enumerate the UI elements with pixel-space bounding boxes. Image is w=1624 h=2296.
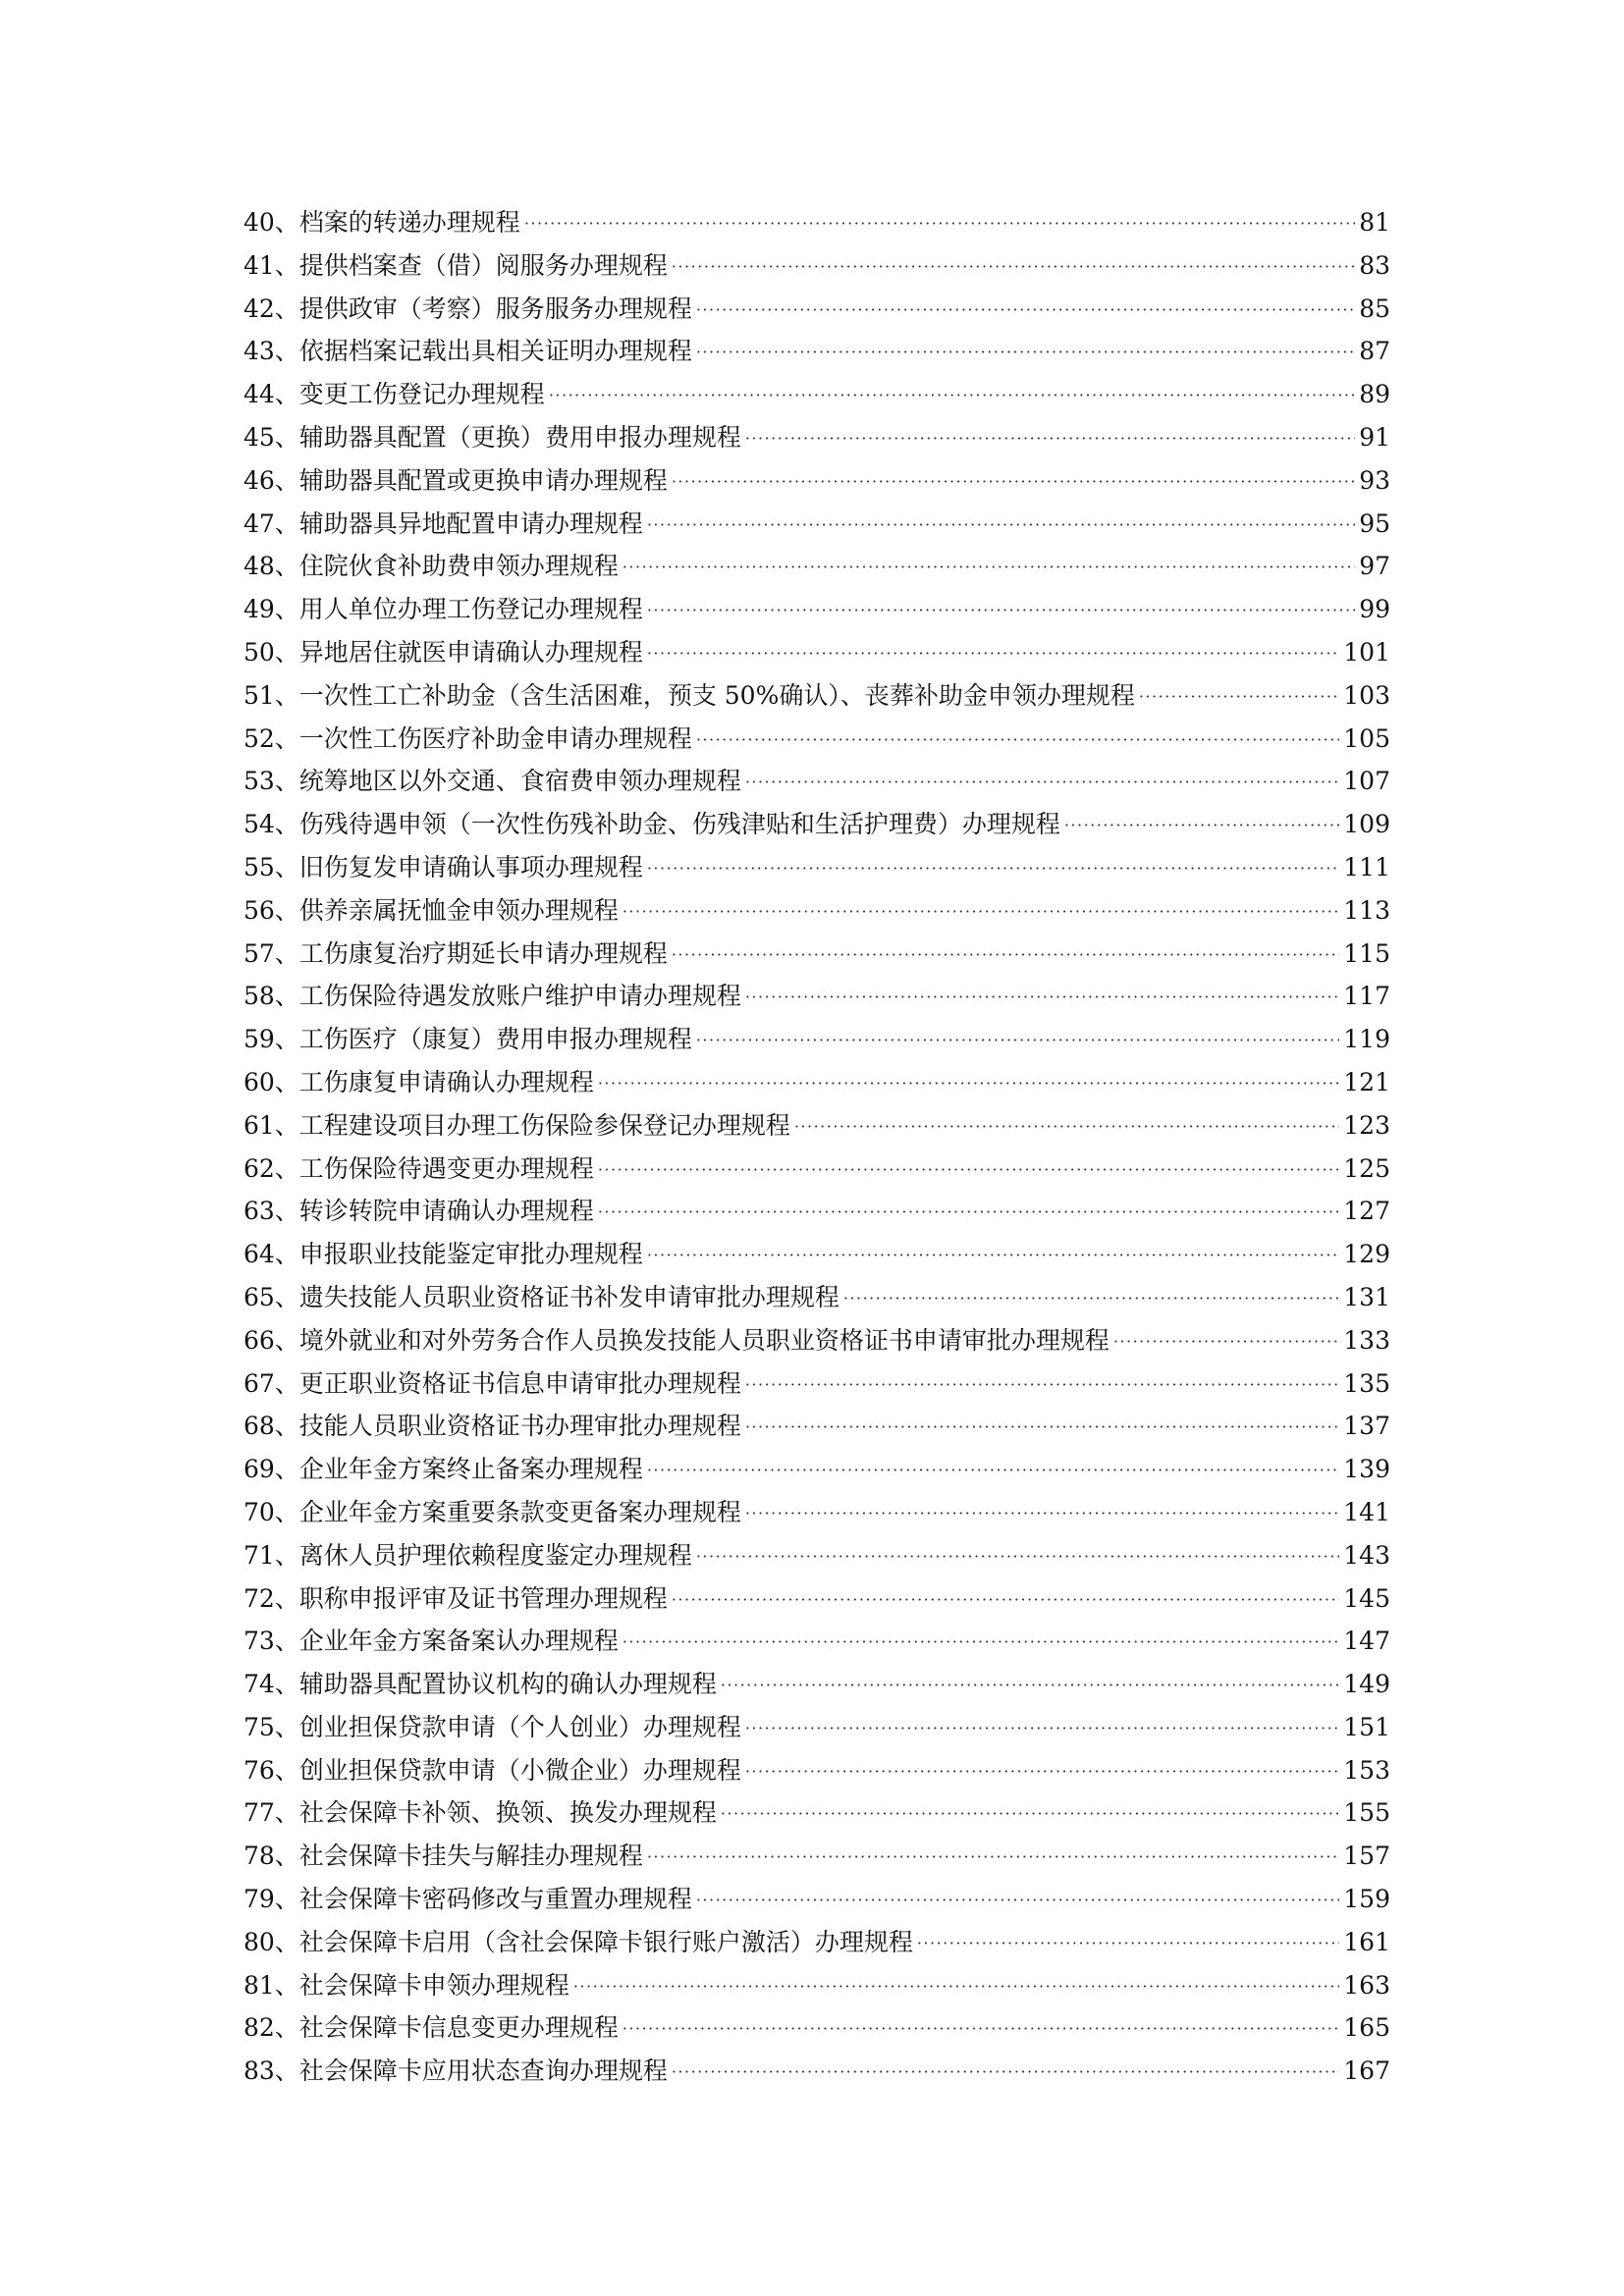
toc-entry-page-number: 153: [1343, 1755, 1390, 1785]
toc-entry-page-number: 101: [1343, 637, 1390, 667]
toc-dot-leader: [745, 761, 1339, 804]
toc-entry[interactable]: [244, 1362, 1390, 1406]
toc-entry-title: 55、旧伤复发申请确认事项办理规程: [244, 852, 643, 881]
toc-entry-page-number: 109: [1343, 810, 1390, 839]
toc-entry[interactable]: [244, 846, 1390, 889]
toc-entry-title: 63、转诊转院申请确认办理规程: [244, 1197, 594, 1226]
toc-entry[interactable]: [244, 1577, 1390, 1621]
toc-entry-page-number: 119: [1343, 1025, 1390, 1054]
toc-entry-title: 73、企业年金方案备案认办理规程: [244, 1627, 619, 1656]
toc-entry[interactable]: [244, 1534, 1390, 1577]
toc-entry[interactable]: [244, 330, 1390, 373]
toc-entry-page-number: 105: [1343, 723, 1390, 753]
toc-entry-title: 74、辅助器具配置协议机构的确认办理规程: [244, 1670, 717, 1699]
toc-entry-title: 52、一次性工伤医疗补助金申请办理规程: [244, 723, 692, 753]
toc-entry-title: 42、提供政审（考察）服务服务办理规程: [244, 294, 692, 323]
toc-entry-page-number: 131: [1343, 1282, 1390, 1311]
toc-entry-title: 71、离休人员护理依赖程度鉴定办理规程: [244, 1540, 692, 1570]
toc-entry[interactable]: [244, 1018, 1390, 1061]
toc-entry-page-number: 85: [1359, 294, 1390, 323]
toc-entry-page-number: 161: [1343, 1927, 1390, 1956]
toc-entry-page-number: 147: [1343, 1627, 1390, 1656]
toc-dot-leader: [623, 890, 1339, 934]
toc-entry-page-number: 81: [1359, 208, 1390, 237]
toc-entry-page-number: 133: [1343, 1325, 1390, 1355]
toc-entry-title: 75、创业担保贷款申请（个人创业）办理规程: [244, 1712, 741, 1741]
toc-entry-page-number: 137: [1343, 1412, 1390, 1441]
toc-entry-page-number: 111: [1343, 852, 1390, 881]
toc-entry-page-number: 95: [1359, 508, 1390, 538]
toc-entry[interactable]: [244, 1491, 1390, 1534]
toc-entry-title: 61、工程建设项目办理工伤保险参保登记办理规程: [244, 1110, 790, 1140]
toc-entry-title: 60、工伤康复申请确认办理规程: [244, 1067, 594, 1096]
toc-dot-leader: [598, 1062, 1339, 1105]
toc-dot-leader: [524, 202, 1355, 245]
toc-dot-leader: [1139, 675, 1339, 719]
toc-dot-leader: [672, 1578, 1339, 1622]
toc-entry-title: 48、住院伙食补助费申领办理规程: [244, 552, 619, 581]
toc-entry-title: 76、创业担保贷款申请（小微企业）办理规程: [244, 1755, 741, 1785]
toc-entry-page-number: 93: [1359, 465, 1390, 495]
toc-entry-page-number: 129: [1343, 1240, 1390, 1269]
toc-dot-leader: [745, 1492, 1339, 1535]
toc-entry[interactable]: [244, 2006, 1390, 2050]
toc-dot-leader: [696, 719, 1339, 762]
toc-entry-page-number: 115: [1343, 938, 1390, 968]
toc-dot-leader: [623, 2007, 1339, 2051]
toc-entry-title: 59、工伤医疗（康复）费用申报办理规程: [244, 1025, 692, 1054]
toc-entry-title: 46、辅助器具配置或更换申请办理规程: [244, 465, 668, 495]
toc-entry-page-number: 127: [1343, 1197, 1390, 1226]
toc-dot-leader: [549, 374, 1355, 417]
toc-entry-page-number: 89: [1359, 380, 1390, 409]
toc-entry[interactable]: [244, 631, 1390, 674]
toc-entry-page-number: 149: [1343, 1670, 1390, 1699]
toc-entry[interactable]: [244, 1061, 1390, 1104]
toc-entry-title: 66、境外就业和对外劳务合作人员换发技能人员职业资格证书申请审批办理规程: [244, 1325, 1110, 1355]
toc-dot-leader: [696, 1879, 1339, 1922]
toc-entry-page-number: 107: [1343, 767, 1390, 796]
toc-entry[interactable]: [244, 1233, 1390, 1276]
toc-dot-leader: [598, 1148, 1339, 1192]
toc-entry[interactable]: [244, 674, 1390, 718]
toc-dot-leader: [696, 289, 1355, 332]
toc-entry-title: 49、用人单位办理工伤登记办理规程: [244, 595, 643, 624]
toc-dot-leader: [672, 460, 1355, 504]
toc-dot-leader: [647, 504, 1355, 547]
toc-dot-leader: [623, 1621, 1339, 1664]
toc-entry[interactable]: [244, 1319, 1390, 1362]
toc-dot-leader: [647, 589, 1355, 632]
toc-dot-leader: [647, 1836, 1339, 1879]
toc-entry-page-number: 87: [1359, 337, 1390, 366]
toc-dot-leader: [573, 1965, 1339, 2008]
toc-entry[interactable]: [244, 545, 1390, 588]
toc-entry-title: 70、企业年金方案重要条款变更备案办理规程: [244, 1497, 741, 1526]
toc-entry[interactable]: [244, 1964, 1390, 2007]
toc-entry-page-number: 145: [1343, 1583, 1390, 1613]
toc-entry[interactable]: [244, 933, 1390, 976]
toc-dot-leader: [647, 1234, 1339, 1277]
toc-dot-leader: [721, 1792, 1339, 1836]
toc-entry-page-number: 143: [1343, 1540, 1390, 1570]
toc-entry-title: 53、统筹地区以外交通、食宿费申领办理规程: [244, 767, 741, 796]
toc-entry-title: 65、遗失技能人员职业资格证书补发申请审批办理规程: [244, 1282, 839, 1311]
toc-entry[interactable]: [244, 1835, 1390, 1878]
toc-entry-title: 44、变更工伤登记办理规程: [244, 380, 545, 409]
toc-entry-title: 54、伤残待遇申领（一次性伤残补助金、伤残津贴和生活护理费）办理规程: [244, 810, 1060, 839]
toc-entry[interactable]: [244, 1190, 1390, 1233]
toc-entry[interactable]: [244, 1104, 1390, 1148]
toc-entry-title: 80、社会保障卡启用（含社会保障卡银行账户激活）办理规程: [244, 1927, 913, 1956]
toc-entry-title: 40、档案的转递办理规程: [244, 208, 520, 237]
toc-entry[interactable]: [244, 1791, 1390, 1835]
toc-dot-leader: [696, 1535, 1339, 1578]
toc-dot-leader: [721, 1664, 1339, 1707]
toc-dot-leader: [623, 546, 1355, 589]
toc-entry-page-number: 155: [1343, 1798, 1390, 1828]
toc-entry-title: 41、提供档案查（借）阅服务办理规程: [244, 250, 668, 280]
toc-entry[interactable]: [244, 1448, 1390, 1491]
toc-entry-page-number: 167: [1343, 2056, 1390, 2086]
toc-dot-leader: [917, 1922, 1339, 1965]
toc-entry[interactable]: [244, 1706, 1390, 1749]
toc-entry-page-number: 103: [1343, 680, 1390, 710]
toc-entry-title: 56、供养亲属抚恤金申领办理规程: [244, 895, 619, 925]
toc-entry[interactable]: [244, 588, 1390, 631]
toc-dot-leader: [696, 331, 1355, 374]
toc-entry-page-number: 117: [1343, 982, 1390, 1011]
toc-entry[interactable]: [244, 718, 1390, 761]
toc-entry[interactable]: [244, 803, 1390, 846]
toc-entry-title: 69、企业年金方案终止备案办理规程: [244, 1455, 643, 1484]
toc-entry-title: 50、异地居住就医申请确认办理规程: [244, 637, 643, 667]
toc-dot-leader: [672, 934, 1339, 977]
toc-entry[interactable]: [244, 288, 1390, 331]
table-of-contents: [244, 201, 1390, 2093]
toc-entry-page-number: 97: [1359, 552, 1390, 581]
toc-dot-leader: [745, 1707, 1339, 1750]
toc-entry[interactable]: [244, 1276, 1390, 1319]
toc-entry-title: 67、更正职业资格证书信息申请审批办理规程: [244, 1368, 741, 1398]
toc-entry[interactable]: [244, 1749, 1390, 1792]
toc-entry[interactable]: [244, 975, 1390, 1018]
toc-entry-page-number: 165: [1343, 2013, 1390, 2043]
toc-entry-title: 51、一次性工亡补助金（含生活困难，预支 50%确认）、丧葬补助金申领办理规程: [244, 680, 1135, 710]
toc-entry-title: 72、职称申报评审及证书管理办理规程: [244, 1583, 668, 1613]
toc-dot-leader: [843, 1277, 1339, 1320]
toc-entry[interactable]: [244, 373, 1390, 416]
toc-entry-title: 43、依据档案记载出具相关证明办理规程: [244, 337, 692, 366]
toc-entry-page-number: 121: [1343, 1067, 1390, 1096]
toc-dot-leader: [672, 2051, 1339, 2094]
toc-dot-leader: [745, 976, 1339, 1019]
toc-entry-title: 57、工伤康复治疗期延长申请办理规程: [244, 938, 668, 968]
toc-entry[interactable]: [244, 1921, 1390, 1964]
toc-dot-leader: [745, 1750, 1339, 1793]
toc-entry-title: 81、社会保障卡申领办理规程: [244, 1970, 569, 2000]
toc-entry[interactable]: [244, 1148, 1390, 1191]
toc-entry-title: 47、辅助器具异地配置申请办理规程: [244, 508, 643, 538]
toc-entry-page-number: 163: [1343, 1970, 1390, 2000]
toc-entry-page-number: 157: [1343, 1842, 1390, 1871]
toc-dot-leader: [696, 1019, 1339, 1062]
toc-entry-title: 79、社会保障卡密码修改与重置办理规程: [244, 1885, 692, 1914]
toc-entry[interactable]: [244, 459, 1390, 503]
toc-entry-title: 83、社会保障卡应用状态查询办理规程: [244, 2056, 668, 2086]
toc-entry-title: 45、辅助器具配置（更换）费用申报办理规程: [244, 422, 741, 452]
toc-entry-title: 68、技能人员职业资格证书办理审批办理规程: [244, 1412, 741, 1441]
toc-entry-page-number: 83: [1359, 250, 1390, 280]
toc-entry[interactable]: [244, 503, 1390, 546]
toc-dot-leader: [745, 417, 1355, 460]
toc-entry[interactable]: [244, 201, 1390, 244]
toc-entry[interactable]: [244, 889, 1390, 933]
toc-entry-title: 64、申报职业技能鉴定审批办理规程: [244, 1240, 643, 1269]
toc-entry-title: 62、工伤保险待遇变更办理规程: [244, 1153, 594, 1183]
toc-entry-page-number: 141: [1343, 1497, 1390, 1526]
toc-entry-page-number: 113: [1343, 895, 1390, 925]
toc-entry-page-number: 125: [1343, 1153, 1390, 1183]
toc-entry-page-number: 99: [1359, 595, 1390, 624]
toc-entry[interactable]: [244, 1878, 1390, 1921]
toc-entry[interactable]: [244, 1663, 1390, 1706]
toc-entry-title: 78、社会保障卡挂失与解挂办理规程: [244, 1842, 643, 1871]
toc-entry-page-number: 91: [1359, 422, 1390, 452]
toc-entry-page-number: 159: [1343, 1885, 1390, 1914]
toc-dot-leader: [647, 847, 1339, 890]
toc-entry-page-number: 135: [1343, 1368, 1390, 1398]
toc-dot-leader: [647, 1449, 1339, 1492]
toc-dot-leader: [794, 1105, 1339, 1148]
toc-entry-title: 82、社会保障卡信息变更办理规程: [244, 2013, 619, 2043]
toc-entry-page-number: 151: [1343, 1712, 1390, 1741]
toc-entry[interactable]: [244, 2050, 1390, 2093]
toc-entry-title: 77、社会保障卡补领、换领、换发办理规程: [244, 1798, 717, 1828]
toc-dot-leader: [598, 1191, 1339, 1234]
toc-entry-title: 58、工伤保险待遇发放账户维护申请办理规程: [244, 982, 741, 1011]
toc-dot-leader: [745, 1406, 1339, 1449]
toc-dot-leader: [672, 245, 1355, 289]
toc-entry-page-number: 139: [1343, 1455, 1390, 1484]
toc-entry[interactable]: [244, 1405, 1390, 1448]
toc-entry-page-number: 123: [1343, 1110, 1390, 1140]
toc-entry[interactable]: [244, 416, 1390, 459]
toc-dot-leader: [647, 632, 1339, 675]
toc-entry[interactable]: [244, 1620, 1390, 1663]
toc-dot-leader: [1113, 1320, 1339, 1363]
toc-dot-leader: [745, 1363, 1339, 1407]
toc-entry[interactable]: [244, 760, 1390, 803]
toc-dot-leader: [1064, 804, 1339, 847]
toc-entry[interactable]: [244, 244, 1390, 288]
